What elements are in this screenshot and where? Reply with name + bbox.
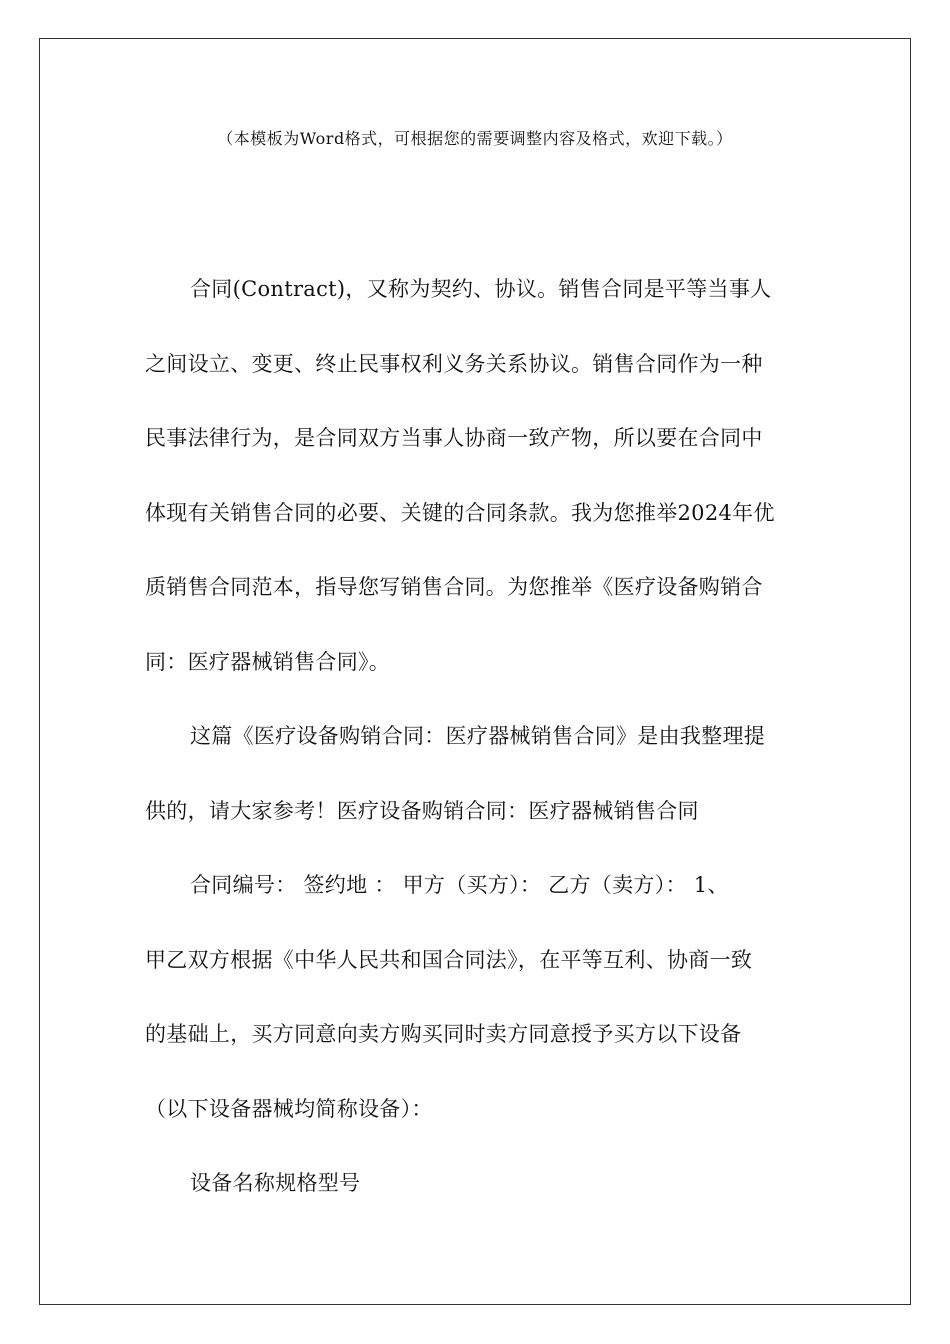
paragraph-1-line-2: 之间设立、变更、终止民事权利义务关系协议。销售合同作为一种 [145,351,763,376]
document-body [145,270,805,1239]
paragraph-3-line-2: 甲乙双方根据《中华人民共和国合同法》，在平等互利、协商一致 [145,947,753,972]
paragraph-3-line-4: （以下设备器械均简称设备）： [145,1096,433,1121]
paragraph-3-line-1: 合同编号： 签约地 ： 甲方（买方）： 乙方（卖方）： 1、 [190,873,729,897]
paragraph-1-line-4: 体现有关销售合同的必要、关键的合同条款。我为您推举2024年优 [145,500,775,525]
paragraph-2-line-2: 供的，请大家参考！医疗设备购销合同：医疗器械销售合同 [145,798,699,823]
paragraph-4-line-1: 设备名称规格型号 [190,1171,361,1195]
paragraph-1-line-6: 同：医疗器械销售合同》。 [145,649,391,674]
paragraph-2-line-1: 这篇《医疗设备购销合同：医疗器械销售合同》是由我整理提 [190,724,766,748]
paragraph-3-line-3: 的基础上，买方同意向卖方购买同时卖方同意授予买方以下设备 [145,1022,742,1046]
paragraph-1-line-5: 质销售合同范本，指导您写销售合同。为您推举《医疗设备购销合 [145,575,763,599]
paragraph-1-line-3: 民事法律行为，是合同双方当事人协商一致产物，所以要在合同中 [145,426,763,450]
template-note: （本模板为Word格式，可根据您的需要调整内容及格式，欢迎下载。） [217,129,733,148]
paragraph-1-line-1: 合同(Contract)，又称为契约、协议。销售合同是平等当事人 [190,277,772,301]
